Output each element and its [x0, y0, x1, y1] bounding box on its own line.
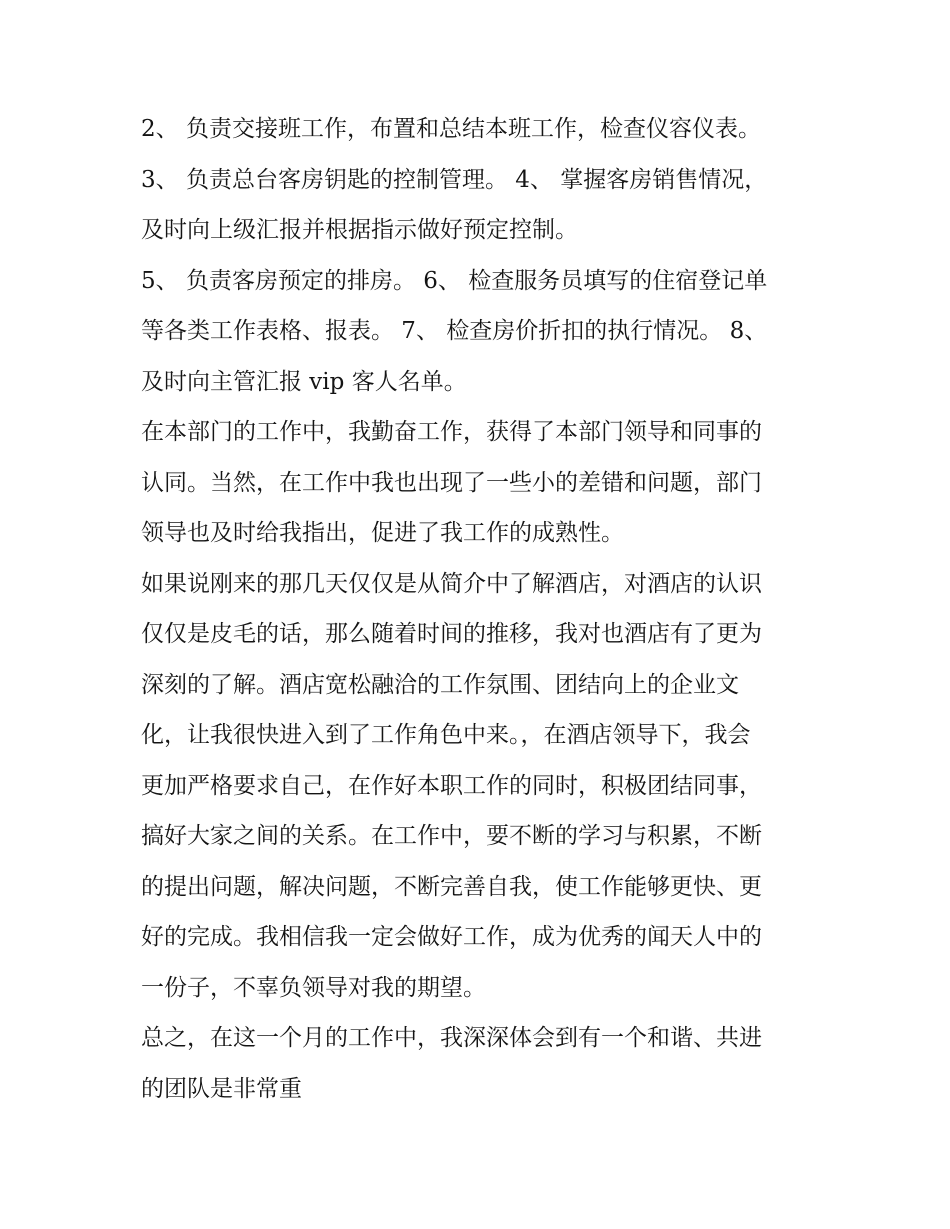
text-line: 深刻的了解。酒店宽松融洽的工作氛围、团结向上的企业文	[141, 671, 739, 698]
text-line: 好的完成。我相信我一定会做好工作，成为优秀的闻天人中的	[141, 924, 762, 950]
text-line: 更加严格要求自己，在作好本职工作的同时，积极团结同事，	[141, 772, 762, 799]
text-line: 化，让我很快进入到了工作角色中来。，在酒店领导下，我会	[141, 722, 751, 748]
text-line: 3、 负责总台客房钥匙的控制管理。 4、 掌握客房销售情况，	[141, 166, 768, 193]
text-line: 的团队是非常重	[141, 1075, 302, 1102]
paragraph-recognition	[141, 407, 813, 559]
paragraph-hotel-understanding	[141, 559, 813, 1014]
paragraph-duty-3-4	[141, 155, 813, 256]
paragraph-duty-2	[141, 104, 813, 155]
text-line: 及时向上级汇报并根据指示做好预定控制。	[141, 217, 578, 243]
text-line: 一份子，不辜负领导对我的期望。	[141, 974, 486, 1001]
text-line: 如果说刚来的那几天仅仅是从简介中了解酒店，对酒店的认识	[141, 570, 762, 597]
paragraph-conclusion	[141, 1013, 813, 1114]
text-line: 总之，在这一个月的工作中，我深深体会到有一个和谐、共进	[141, 1025, 762, 1051]
text-line: 5、 负责客房预定的排房。 6、 检查服务员填写的住宿登记单	[141, 267, 768, 294]
text-line: 搞好大家之间的关系。在工作中，要不断的学习与积累，不断	[141, 823, 762, 849]
text-line: 的提出问题，解决问题，不断完善自我，使工作能够更快、更	[141, 873, 762, 900]
text-line: 认同。当然，在工作中我也出现了一些小的差错和问题，部门	[141, 469, 762, 496]
text-line: 仅仅是皮毛的话，那么随着时间的推移，我对也酒店有了更为	[141, 621, 762, 647]
text-line: 等各类工作表格、报表。 7、 检查房价折扣的执行情况。 8、	[141, 318, 768, 344]
text-line: 及时向主管汇报 vip 客人名单。	[141, 368, 467, 395]
document-body	[141, 104, 813, 1114]
text-line: 在本部门的工作中，我勤奋工作，获得了本部门领导和同事的	[141, 419, 762, 445]
text-line: 2、 负责交接班工作，布置和总结本班工作，检查仪容仪表。	[141, 116, 761, 142]
text-line: 领导也及时给我指出，促进了我工作的成熟性。	[141, 520, 624, 546]
paragraph-duty-5-8	[141, 256, 813, 408]
